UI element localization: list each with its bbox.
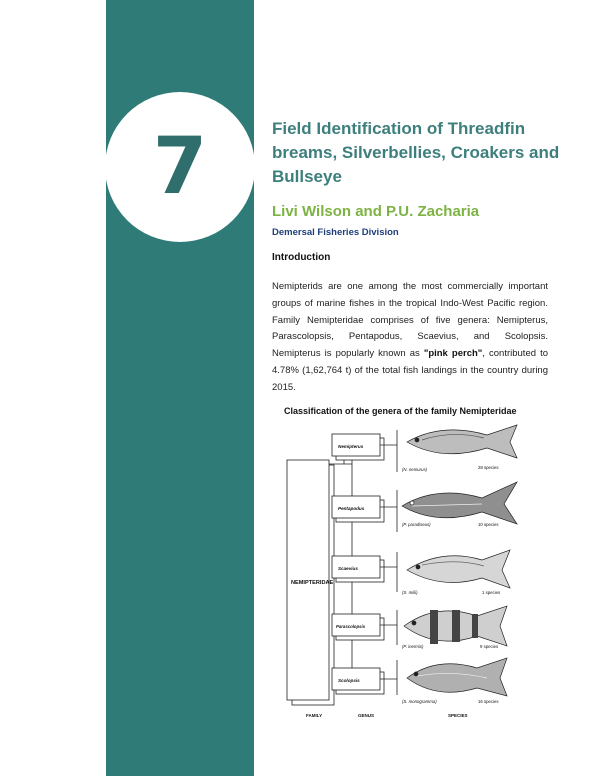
fish-illustrations xyxy=(402,425,517,696)
species-example: (S. monogramma) xyxy=(402,699,437,704)
species-example: (N. nemurus) xyxy=(402,467,428,472)
species-example: (P. inermis) xyxy=(402,644,424,649)
species-count: 1 species xyxy=(482,590,501,595)
fish-scolopsis xyxy=(407,658,507,696)
species-count: 28 species xyxy=(478,465,499,470)
species-count: 9 species xyxy=(480,644,499,649)
fish-parascolopsis xyxy=(404,606,507,646)
fish-nemipterus xyxy=(407,425,517,458)
chapter-number: 7 xyxy=(152,122,208,212)
species-count: 10 species xyxy=(478,522,499,527)
genus-boxes xyxy=(332,434,384,694)
fish-scaevius xyxy=(407,550,510,588)
chapter-title: Field Identification of Threadfin breams, Silverbellies, Croakers and Bullseye xyxy=(272,119,560,186)
intro-text-1: Nemipterids are one among the most commercially important groups of marine fishes in the tropical Indo-West Pacific region. Family Nemipteridae comprises of five genera: Nemipterus, Parascolopsis, Pentapodus, Scaevius, and Scolopsis. Nemipterus is popularly known as xyxy=(272,281,548,360)
intro-text-2: , contributed to 4.78% (1,62,764 t) of the total fish landings in the country during 2015. xyxy=(272,348,548,393)
classification-figure xyxy=(272,420,532,722)
intro-paragraph xyxy=(272,279,548,397)
genus-label: Pentapodus xyxy=(338,506,365,511)
genus-label: Nemipterus xyxy=(338,444,364,449)
species-example: (S. milii) xyxy=(402,590,418,595)
family-label: NEMIPTERIDAE xyxy=(291,580,334,586)
species-example: (P. paradiseus) xyxy=(402,522,431,527)
genus-label: Scaevius xyxy=(338,566,358,571)
figure-caption: Classification of the genera of the family Nemipteridae xyxy=(284,406,517,416)
chapter-circle xyxy=(105,92,255,242)
division: Demersal Fisheries Division xyxy=(272,227,399,238)
genus-label: Scolopsis xyxy=(338,678,360,683)
fish-pentapodus xyxy=(402,482,517,524)
footer-genus: GENUS xyxy=(358,713,375,718)
genus-label: Parascolopsis xyxy=(336,624,366,629)
footer-species: SPECIES xyxy=(448,713,468,718)
intro-heading: Introduction xyxy=(272,252,331,263)
footer-family: FAMILY xyxy=(306,713,323,718)
authors: Livi Wilson and P.U. Zacharia xyxy=(272,203,480,220)
species-count: 16 species xyxy=(478,699,499,704)
pink-perch-emphasis: "pink perch" xyxy=(423,348,483,360)
